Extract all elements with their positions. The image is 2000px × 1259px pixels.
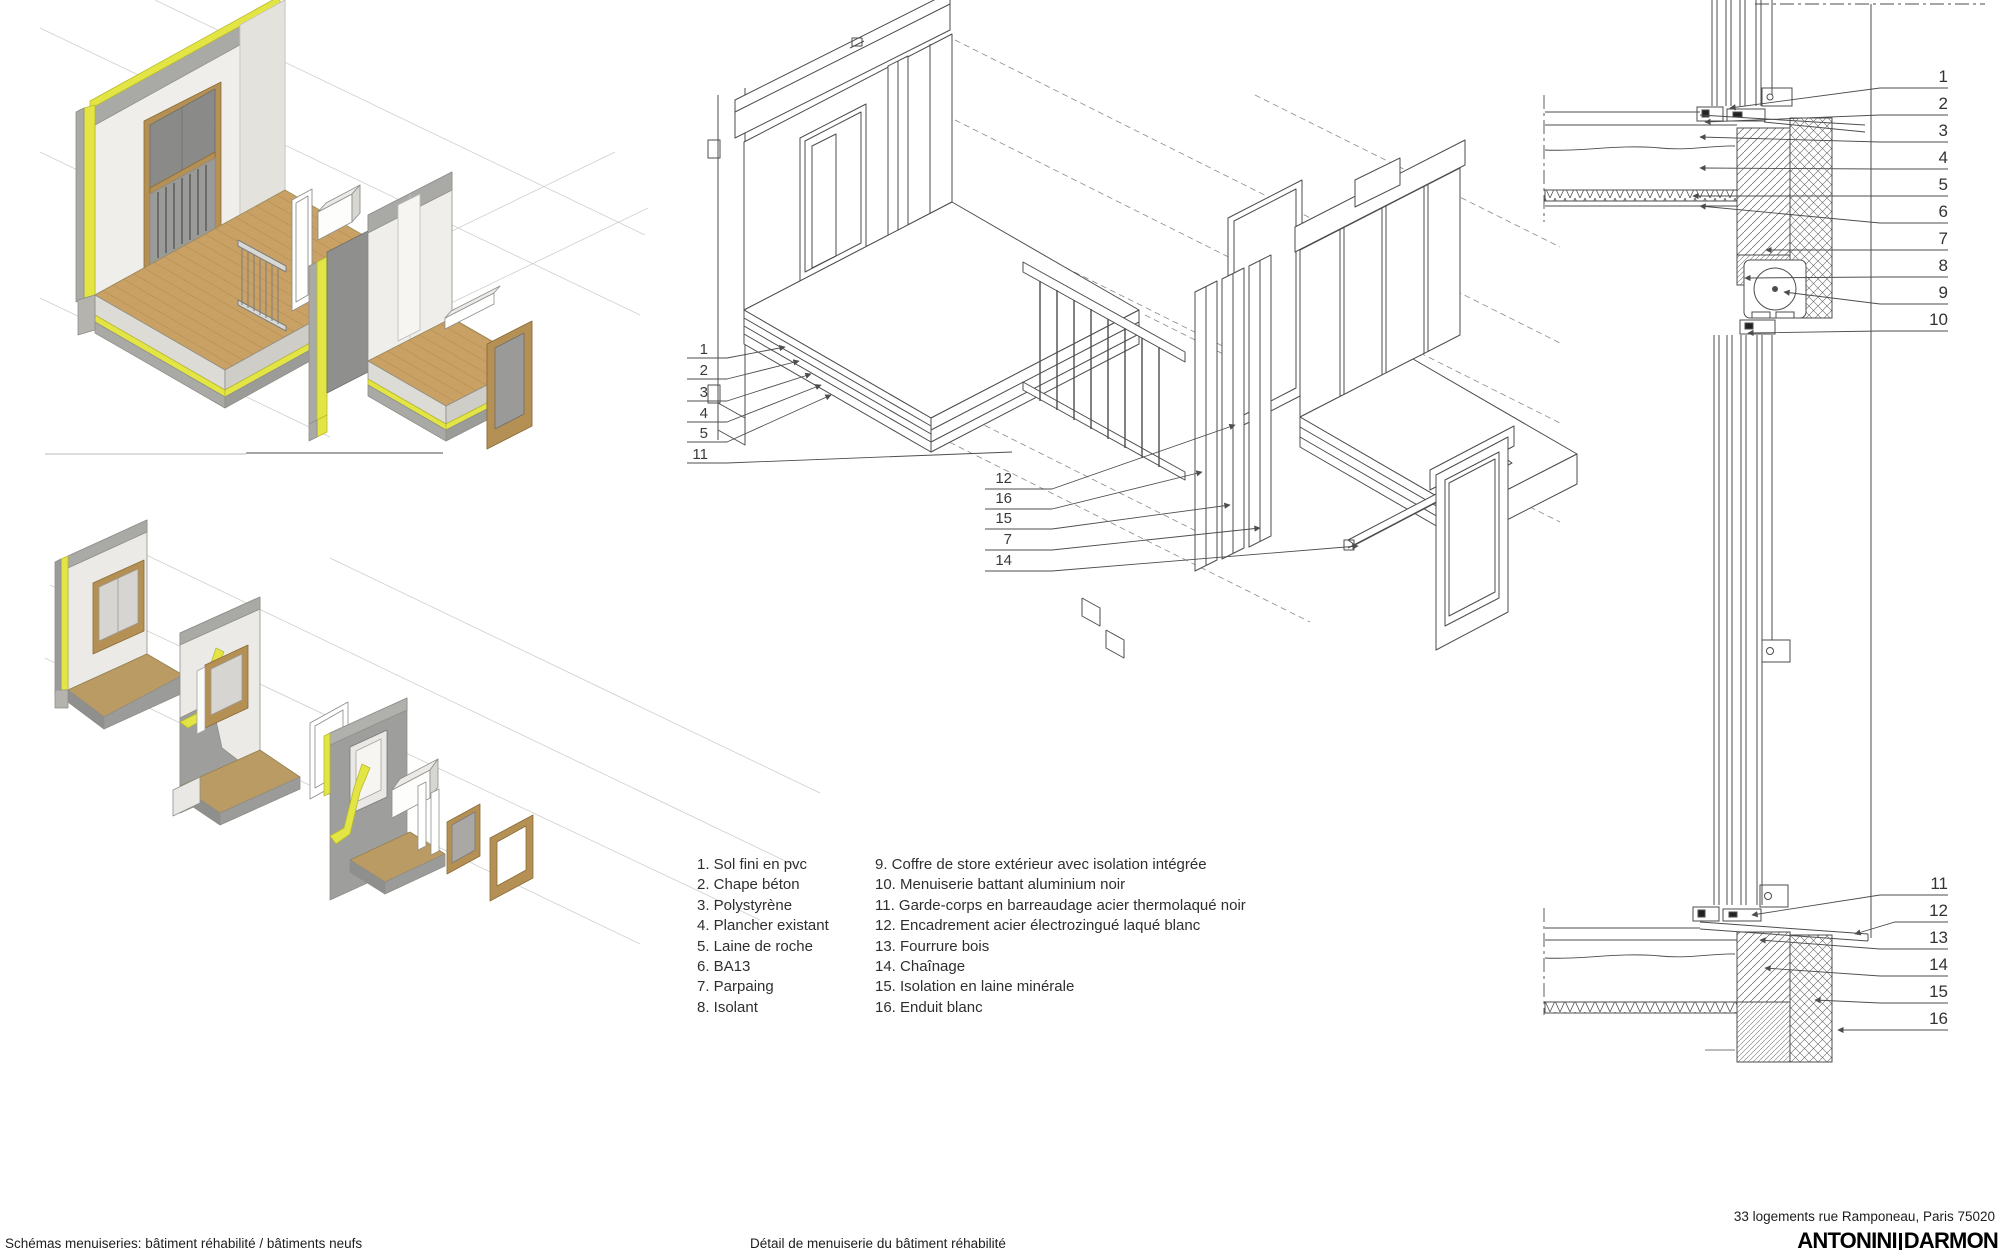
legend-item: 2. Chape béton (697, 876, 800, 894)
section-callout-2: 2 (1938, 94, 1948, 113)
legend-item: 3. Polystyrène (697, 896, 793, 914)
legend-item: 10. Menuiserie battant aluminium noir (875, 876, 1126, 894)
axo-grey-unit-1 (55, 520, 183, 729)
legend-column-2 (875, 855, 1246, 1018)
section-callout-3: 3 (1938, 121, 1948, 140)
legend-item: 5. Laine de roche (697, 937, 813, 955)
section-upper-floor (1545, 107, 1865, 318)
section-callout-6: 6 (1938, 202, 1948, 221)
axo-callout-3: 3 (699, 384, 708, 401)
chainage-hatch-top (1737, 128, 1790, 255)
legend-item: 7. Parpaing (697, 978, 774, 996)
axo-grey-unit-2 (173, 597, 348, 825)
section-callout-numbers (1929, 67, 1948, 1028)
legend-item: 4. Plancher existant (697, 917, 829, 935)
section-callout-14: 14 (1929, 955, 1948, 974)
axo-callout-15: 15 (995, 510, 1012, 527)
project-title: 33 logements rue Ramponeau, Paris 75020 (1733, 1209, 1995, 1224)
section-callout-10: 10 (1929, 310, 1948, 329)
caption-left: Schémas menuiseries: bâtiment réhabilité / bâtiments neufs (5, 1236, 363, 1251)
section-callout-15: 15 (1929, 982, 1948, 1001)
section-callout-12: 12 (1929, 901, 1948, 920)
legend-item: 12. Encadrement acier électrozingué laqué blanc (875, 917, 1201, 935)
legend-item: 13. Fourrure bois (875, 937, 990, 955)
firm-logo (1797, 1228, 1998, 1254)
axo-callout-16: 16 (995, 490, 1012, 507)
legend-item: 16. Enduit blanc (875, 998, 983, 1016)
caption-center: Détail de menuiserie du bâtiment réhabilité (750, 1236, 1006, 1251)
legend-column-1 (697, 855, 829, 1018)
legend-item: 9. Coffre de store extérieur avec isolation intégrée (875, 856, 1207, 873)
section-lower-floor (1545, 885, 1868, 1062)
axo-callout-4: 4 (699, 405, 708, 422)
axo-callout-11: 11 (692, 446, 708, 463)
laine-minerale-hatch-bottom (1790, 935, 1832, 1062)
section-callout-1: 1 (1938, 67, 1948, 86)
line-layer-stack (1195, 255, 1271, 571)
axo-callout-2: 2 (699, 362, 708, 379)
section-callout-8: 8 (1938, 256, 1948, 275)
axo-grey-unit-3 (324, 698, 533, 901)
chainage-hatch-bottom (1737, 932, 1790, 1002)
section-detail (1544, 0, 1985, 1062)
axo-callout-12: 12 (995, 470, 1012, 487)
legend-item: 8. Isolant (697, 998, 758, 1016)
axo-callout-1: 1 (699, 341, 708, 358)
axo-callout-7: 7 (1003, 531, 1012, 548)
section-callout-16: 16 (1929, 1009, 1948, 1028)
legend-item: 6. BA13 (697, 958, 751, 976)
axo-callout-5: 5 (699, 425, 708, 442)
section-callout-13: 13 (1929, 928, 1948, 947)
section-callout-9: 9 (1938, 283, 1948, 302)
section-callout-11: 11 (1930, 874, 1948, 893)
legend-item: 15. Isolation en laine minérale (875, 978, 1075, 996)
section-middle-window (1714, 320, 1790, 905)
section-callout-5: 5 (1938, 175, 1948, 194)
legend-item: 1. Sol fini en pvc (697, 856, 808, 873)
logo-right: DARMON (1903, 1228, 1998, 1253)
parpaing-hatch-bottom (1737, 1002, 1790, 1062)
logo-left: ANTONINI (1797, 1228, 1897, 1253)
legend-item: 14. Chaînage (875, 958, 966, 976)
section-callout-4: 4 (1938, 148, 1948, 167)
section-callout-7: 7 (1938, 229, 1948, 248)
axo-exploded-window-frame (487, 321, 532, 449)
line-corner-brackets (1082, 598, 1124, 658)
axo-rehabilitated-colour-group (40, 0, 648, 454)
axo-line-art-group (687, 0, 1577, 658)
section-roller-box (1744, 260, 1806, 318)
logo-divider (1899, 1233, 1902, 1250)
axo-callout-14: 14 (995, 552, 1012, 569)
legend-item: 11. Garde-corps en barreaudage acier thermolaqué noir (875, 896, 1246, 914)
section-upper-window (1712, 0, 1792, 106)
